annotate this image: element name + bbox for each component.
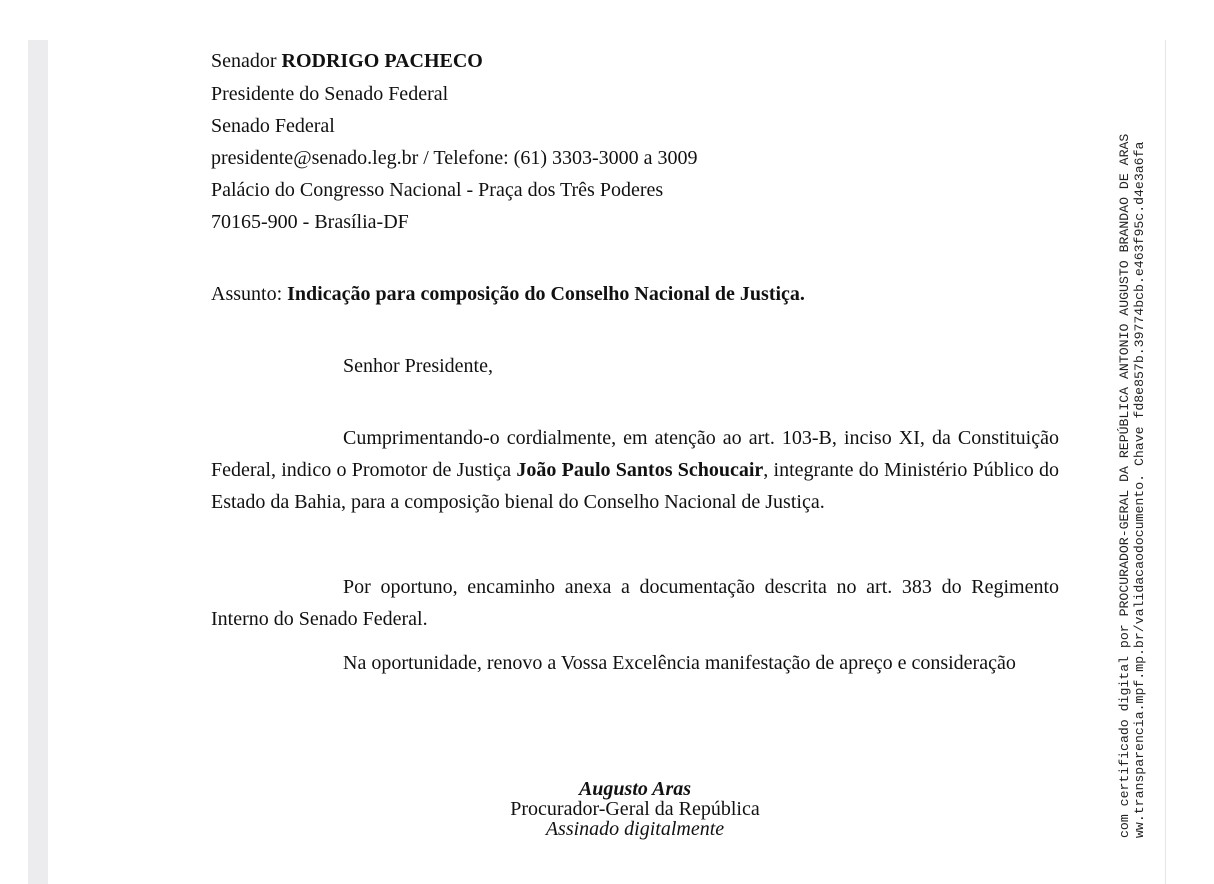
paragraph-1-text-end: , integrante do Ministério Público do Estado da Bahia, para a composição bienal do Conselho Nacional de Justiça. bbox=[211, 459, 1059, 513]
paragraph-2 bbox=[211, 571, 1059, 635]
addressee-name: RODRIGO PACHECO bbox=[281, 50, 483, 72]
signature-note: Assinado digitalmente bbox=[545, 818, 725, 840]
addressee-role: Presidente do Senado Federal bbox=[211, 83, 449, 105]
addressee-name-line bbox=[211, 46, 483, 76]
salutation: Senhor Presidente, bbox=[343, 355, 493, 377]
digital-certificate-stamp bbox=[1117, 134, 1147, 838]
nominee-name: João Paulo Santos Schoucair bbox=[516, 459, 764, 481]
addressee-org: Senado Federal bbox=[211, 115, 335, 137]
paragraph-1 bbox=[211, 422, 1059, 518]
addressee-city: 70165-900 - Brasília-DF bbox=[211, 211, 409, 233]
signature-block bbox=[211, 779, 1059, 839]
certificate-line-1: com certificado digital por PROCURADOR-GERAL DA REPÚBLICA ANTONIO AUGUSTO BRANDAO DE ARAS bbox=[1117, 133, 1132, 838]
certificate-line-2: ww.transparencia.mpf.mp.br/validacaodocumento. Chave fd8e857b.39774bcb.e463f95c.d4e3a6fa bbox=[1132, 141, 1147, 838]
paragraph-3-text: Na oportunidade, renovo a Vossa Excelência manifestação de apreço e consideração bbox=[343, 652, 1016, 674]
subject-label: Assunto: bbox=[211, 283, 283, 305]
addressee-title: Senador bbox=[211, 50, 277, 72]
paragraph-1-text: Cumprimentando-o cordialmente, em atenção ao art. 103-B, inciso XI, da Constituição Federal, indico o Promotor de Justiça bbox=[211, 427, 1059, 481]
subject-line bbox=[211, 279, 805, 309]
signer-role: Procurador-Geral da República bbox=[510, 798, 760, 820]
signer-name: Augusto Aras bbox=[578, 778, 692, 800]
paragraph-2-text: Por oportuno, encaminho anexa a documentação descrita no art. 383 do Regimento Interno do Senado Federal. bbox=[211, 576, 1059, 630]
paragraph-3 bbox=[211, 647, 1059, 679]
page-edge bbox=[1165, 40, 1166, 884]
subject-text: Indicação para composição do Conselho Nacional de Justiça. bbox=[287, 283, 805, 305]
page-gutter bbox=[28, 40, 48, 884]
addressee-contact: presidente@senado.leg.br / Telefone: (61) 3303-3000 a 3009 bbox=[211, 147, 698, 169]
addressee-address: Palácio do Congresso Nacional - Praça dos Três Poderes bbox=[211, 179, 664, 201]
